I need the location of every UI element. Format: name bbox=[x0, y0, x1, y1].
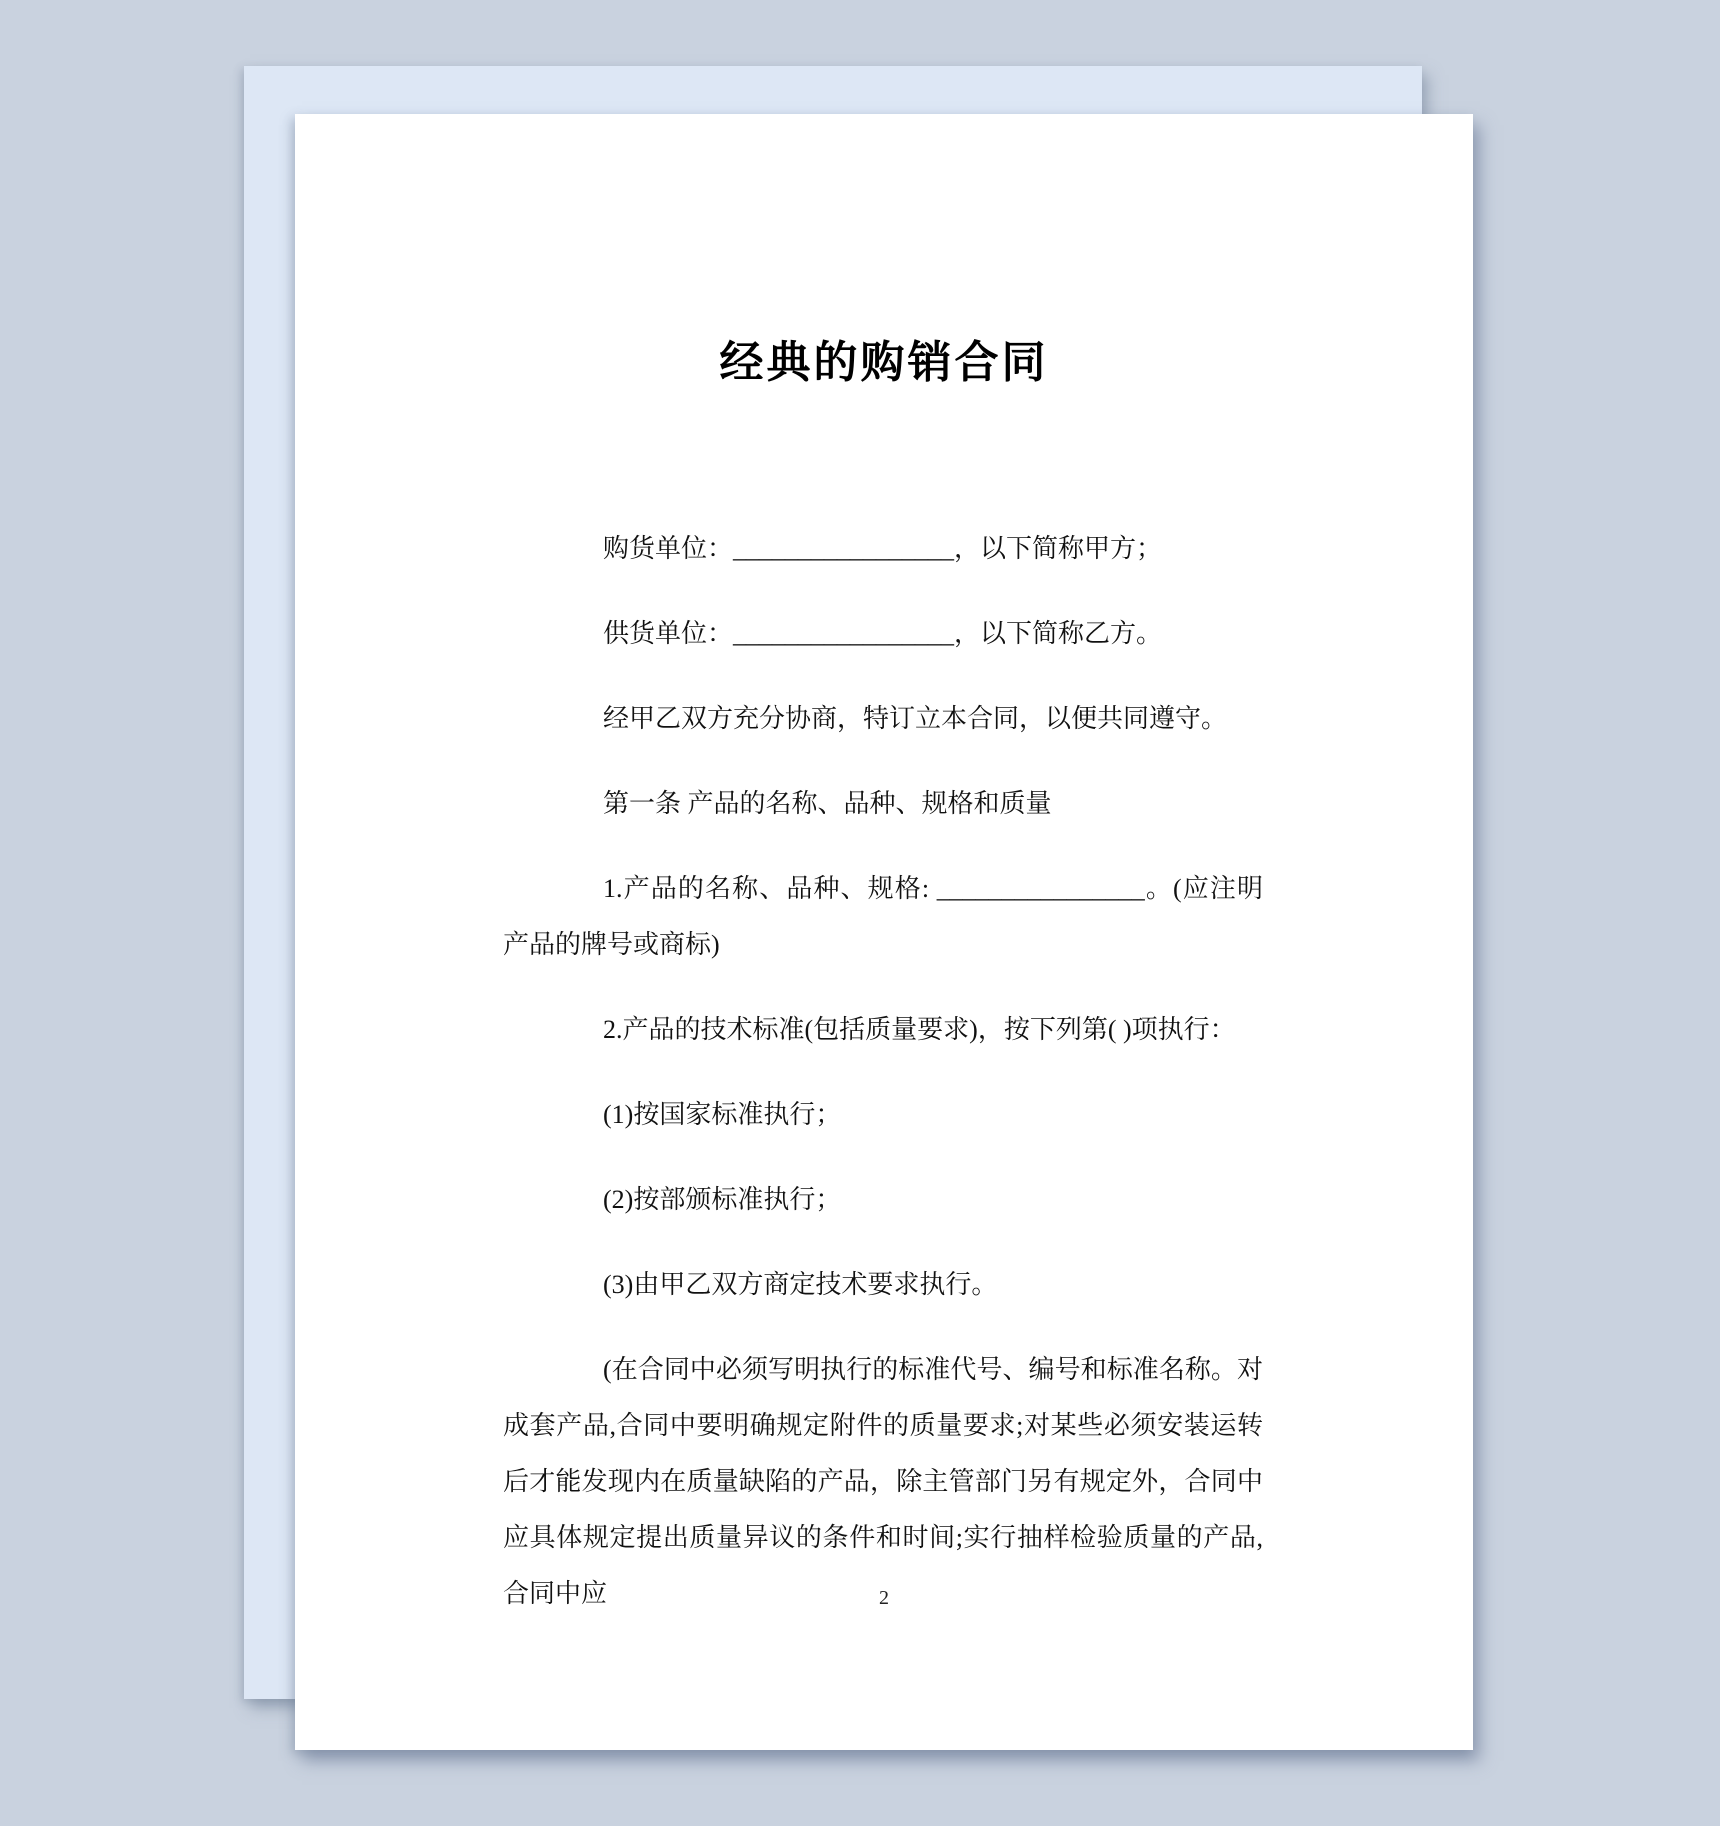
page-number: 2 bbox=[879, 1587, 889, 1609]
paragraph-option-2-ministry-standard: (2)按部颁标准执行； bbox=[603, 1185, 842, 1214]
document-title: 经典的购销合同 bbox=[719, 338, 1049, 387]
document-body bbox=[503, 521, 1263, 1651]
paragraph-standard-note: (在合同中必须写明执行的标准代号、编号和标准名称。对成套产品,合同中要明确规定附件的质量要求;对某些必须安装运转后才能发现内在质量缺陷的产品，除主管部门另有规定外，合同中应具体规定提出质量异议的条件和时间;实行抽样检验质量的产品,合同中应 bbox=[503, 1355, 1263, 1608]
paragraph-preamble: 经甲乙双方充分协商，特订立本合同，以便共同遵守。 bbox=[603, 704, 1228, 733]
paragraph-option-3-negotiated-standard: (3)由甲乙双方商定技术要求执行。 bbox=[603, 1270, 998, 1299]
paragraph-buyer-unit: 购货单位：_________________，以下简称甲方； bbox=[603, 534, 1163, 563]
paragraph-article-1-heading: 第一条 产品的名称、品种、规格和质量 bbox=[603, 789, 1052, 818]
contract-document-page bbox=[295, 114, 1473, 1750]
paragraph-supplier-unit: 供货单位：_________________，以下简称乙方。 bbox=[603, 619, 1163, 648]
paragraph-item-1-product-name: 1.产品的名称、品种、规格: ________________。(应注明产品的牌号或商标) bbox=[503, 874, 1263, 959]
paragraph-item-2-technical-standard: 2.产品的技术标准(包括质量要求)，按下列第( )项执行： bbox=[603, 1015, 1236, 1044]
paragraph-option-1-national-standard: (1)按国家标准执行； bbox=[603, 1100, 842, 1129]
